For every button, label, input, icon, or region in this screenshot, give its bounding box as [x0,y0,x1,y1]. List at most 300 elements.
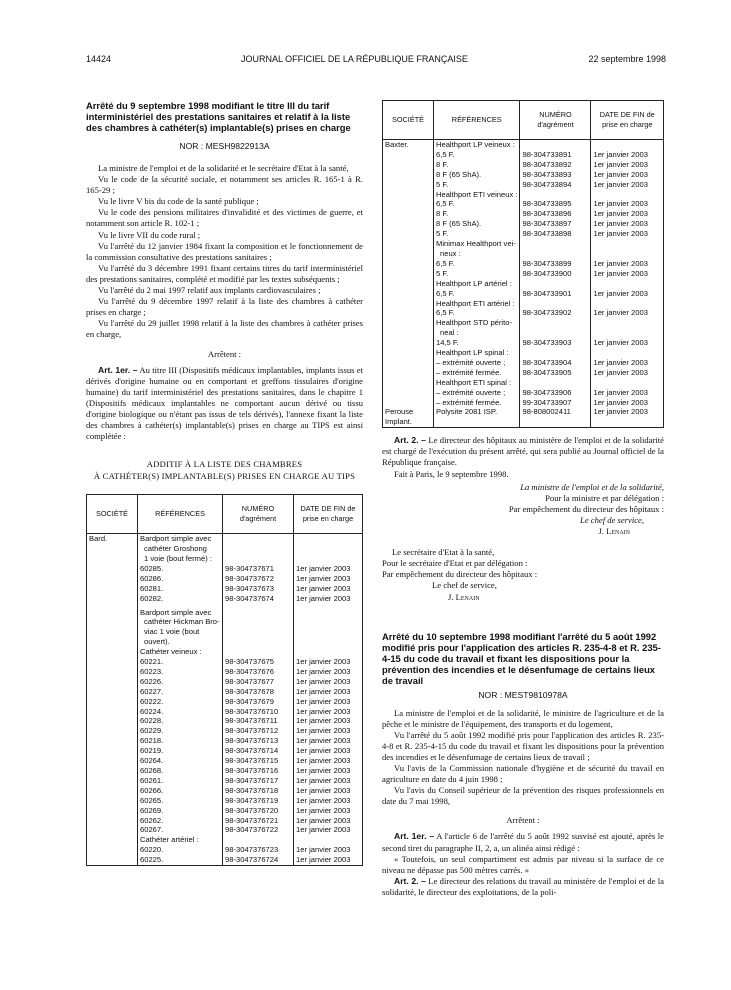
signature-block-2: Le secrétaire d'Etat à la santé, Pour le secrétaire d'Etat et par délégation : Par empêchement du directeur des hôpitaux : Le chef de service, J. Lenain [382,547,538,602]
cell-date [591,299,664,309]
cell-date: 1er janvier 2003 [591,209,664,219]
cell-date: 1er janvier 2003 [591,358,664,368]
table-row [87,554,363,564]
cell-reference: 8 F. [434,209,520,219]
cell-date: 1er janvier 2003 [294,796,363,806]
col-numero: NUMÉRO d'agrément [520,101,591,140]
table-row [87,544,363,554]
table-row [383,318,664,328]
cell-date: 1er janvier 2003 [294,697,363,707]
cell-numero: 98-304733904 [520,358,591,368]
cell-reference: 60266. [138,786,223,796]
cell-societe [87,786,138,796]
cell-numero: 98-304737676 [223,667,294,677]
table-row [383,407,664,417]
preamble-paragraph: Vu l'arrêté du 9 décembre 1997 relatif à la liste des chambres à cathéter prises en charge ; [86,296,363,318]
table-row [383,150,664,160]
table-row [87,617,363,627]
table-row [87,667,363,677]
col-references: RÉFÉRENCES [434,101,520,140]
cell-date [294,534,363,544]
cell-reference: 60224. [138,707,223,717]
cell-date [591,249,664,259]
preamble-paragraph: Vu l'arrêté du 2 mai 1997 relatif aux implants cardiovasculaires ; [98,285,321,296]
cell-societe [87,716,138,726]
cell-numero [223,534,294,544]
cell-date: 1er janvier 2003 [294,677,363,687]
table-row [87,637,363,647]
decree-2-article-2: Art. 2. – Le directeur des relations du travail au ministère de l'emploi et de la solidarité, le directeur des exploitations, de la poli- [382,875,664,897]
table-row [87,726,363,736]
table-row [383,170,664,180]
cell-reference: Bardport simple avec [138,608,223,618]
cell-numero [223,554,294,564]
cell-reference: 60218. [138,736,223,746]
cell-societe [87,617,138,627]
table-row [383,328,664,338]
cell-societe [87,825,138,835]
cell-numero: 98-3047376711 [223,716,294,726]
cell-numero: 98-304733901 [520,289,591,299]
cell-numero [520,328,591,338]
cell-reference: 60268. [138,766,223,776]
cell-reference: 60265. [138,796,223,806]
cell-reference: Healthport STD périto- [434,318,520,328]
cell-reference: Cathéter artériel : [138,835,223,845]
cell-date: 1er janvier 2003 [294,766,363,776]
cell-societe [383,299,434,309]
cell-reference: 14,5 F. [434,338,520,348]
cell-date: 1er janvier 2003 [591,229,664,239]
cell-numero: 98-304737671 [223,564,294,574]
preamble-paragraph: Vu l'arrêté du 5 août 1992 modifié pris pour l'application des articles R. 235-4-8 et R. 235-4-15 du code du travail et fixant les dispositions pour la prévention des incendies et le désenfumage de certains lieux de travail ; [382,729,664,762]
cell-date [591,378,664,388]
preamble-paragraph: Vu le code des pensions militaires d'invalidité et des victimes de guerre, et notamment son article R. 102-1 ; [86,207,363,229]
cell-numero: 98-3047376716 [223,766,294,776]
cell-reference: 6,5 F. [434,308,520,318]
cell-reference: 60285. [138,564,223,574]
cell-societe [383,199,434,209]
cell-societe [87,608,138,618]
cell-societe [383,308,434,318]
table-row [383,398,664,408]
decree-1-article-2: Art. 2. – Le directeur des hôpitaux au ministère de l'emploi et de la solidarité est chargé de l'exécution du présent arrêté, qui sera publié au Journal officiel de la République française. [382,435,664,468]
cell-societe [87,766,138,776]
cell-date: 1er janvier 2003 [294,776,363,786]
page-number: 14424 [86,54,112,64]
cell-numero: 98-304733906 [520,388,591,398]
table-row [383,219,664,229]
cell-date: 1er janvier 2003 [294,716,363,726]
cell-date [591,348,664,358]
cell-reference: 60219. [138,746,223,756]
table-row [87,574,363,584]
cell-date: 1er janvier 2003 [591,180,664,190]
cell-date: 1er janvier 2003 [294,746,363,756]
cell-date: 1er janvier 2003 [294,845,363,855]
cell-reference: Minimax Healthport vei- [434,239,520,249]
cell-reference: 1 voie (bout fermé) : [138,554,223,564]
cell-societe [383,249,434,259]
cell-societe [87,835,138,845]
addition-table-right [382,100,664,428]
cell-numero [520,249,591,259]
table-row [87,746,363,756]
decree-1-preamble [86,163,363,341]
preamble-paragraph: Vu l'arrêté du 12 janvier 1984 fixant la composition et le fonctionnement de la commission consultative des prestations sanitaires ; [86,240,363,262]
cell-date: 1er janvier 2003 [591,368,664,378]
cell-date [294,608,363,618]
cell-date: 1er janvier 2003 [294,594,363,604]
cell-numero [520,190,591,200]
cell-societe [87,677,138,687]
issue-date: 22 septembre 1998 [588,54,666,64]
cell-date: 1er janvier 2003 [294,574,363,584]
cell-numero: 98-3047376718 [223,786,294,796]
cell-societe [87,855,138,865]
table-row [87,816,363,826]
cell-date: 1er janvier 2003 [294,584,363,594]
cell-reference: Healthport ETI veineux : [434,190,520,200]
table-row [87,796,363,806]
table-row [383,289,664,299]
cell-date: 1er janvier 2003 [294,786,363,796]
cell-numero: 98-304733892 [520,160,591,170]
cell-reference: neux : [434,249,520,259]
cell-societe [383,318,434,328]
cell-societe [87,697,138,707]
cell-reference: 8 F. [434,160,520,170]
table-row [383,417,664,427]
cell-reference: neal : [434,328,520,338]
cell-date: 1er janvier 2003 [591,407,664,417]
table-row [383,140,664,150]
cell-numero: 98-304737673 [223,584,294,594]
table-row [87,584,363,594]
cell-numero: 98-3047376724 [223,855,294,865]
cell-reference: 60221. [138,657,223,667]
cell-numero: 98-3047376713 [223,736,294,746]
cell-societe [87,726,138,736]
cell-date: 1er janvier 2003 [294,855,363,865]
table-row [87,786,363,796]
decree-2-title: Arrêté du 10 septembre 1998 modifiant l'arrêté du 5 août 1992 modifié pris pour l'application des articles R. 235-4-8 et R. 235-4-15 du code du travail et fixant les dispositions pour la prévention des incendies et le désenfumage de certains lieux de travail [382,630,661,686]
cell-date [591,190,664,200]
cell-societe: Implant. [383,417,434,427]
cell-reference: 60267. [138,825,223,835]
cell-societe [87,687,138,697]
cell-date [591,318,664,328]
cell-numero: 98-304737674 [223,594,294,604]
cell-numero: 98-3047376722 [223,825,294,835]
cell-societe [87,746,138,756]
cell-numero: 98-304737679 [223,697,294,707]
col-date: DATE DE FIN de prise en charge [294,495,363,534]
cell-societe [87,544,138,554]
cell-societe [383,170,434,180]
cell-reference: 60262. [138,816,223,826]
table-row [383,388,664,398]
cell-date: 1er janvier 2003 [591,269,664,279]
cell-societe [383,328,434,338]
cell-numero: 98-808002411 [520,407,591,417]
cell-societe [383,190,434,200]
cell-reference: 6,5 F. [434,289,520,299]
cell-date [294,637,363,647]
cell-societe [87,657,138,667]
left-column [86,100,363,866]
cell-date: 1er janvier 2003 [294,756,363,766]
cell-societe [87,796,138,806]
cell-reference: 60227. [138,687,223,697]
cell-societe: Bard. [87,534,138,544]
cell-societe [87,816,138,826]
cell-date: 1er janvier 2003 [591,150,664,160]
table-row [383,160,664,170]
cell-reference: Healthport LP artériel : [434,279,520,289]
cell-societe [383,348,434,358]
preamble-paragraph: La ministre de l'emploi et de la solidarité et le secrétaire d'Etat à la santé, [98,163,349,173]
cell-numero: 98-3047376717 [223,776,294,786]
cell-reference: 5 F. [434,180,520,190]
cell-date [591,328,664,338]
cell-date [591,279,664,289]
preamble-paragraph: Vu l'arrêté du 29 juillet 1998 relatif à la liste des chambres à cathéter prises en charge, [86,318,363,340]
cell-numero: 98-3047376719 [223,796,294,806]
cell-reference: 60223. [138,667,223,677]
col-societe: SOCIÉTÉ [383,101,434,140]
cell-societe [87,574,138,584]
cell-numero [223,627,294,637]
table-row [87,736,363,746]
col-numero: NUMÉRO d'agrément [223,495,294,534]
right-column [382,100,664,898]
cell-reference: 60282. [138,594,223,604]
page-header [86,54,666,68]
cell-reference: 8 F (65 ShA). [434,219,520,229]
cell-reference: 60222. [138,697,223,707]
cell-societe [87,756,138,766]
cell-societe [87,564,138,574]
preamble-paragraph: Vu l'avis de la Commission nationale d'hygiène et de sécurité du travail en agriculture en date du 4 juin 1998 ; [382,763,664,785]
decree-2-article-1: Art. 1er. – A l'article 6 de l'arrêté du 5 août 1992 susvisé est ajouté, après le second tiret du paragraphe II, 2, a, un alinéa ainsi rédigé : [382,831,664,853]
preamble-paragraph: Vu le code de la sécurité sociale, et notamment ses articles R. 165-1 à R. 165-29 ; [86,174,363,196]
cell-reference: Healthport ETI spinal : [434,378,520,388]
table-row [87,697,363,707]
table-row [87,845,363,855]
table-row [383,269,664,279]
table-row [87,835,363,845]
cell-date [294,627,363,637]
cell-societe [87,736,138,746]
table-row [87,825,363,835]
cell-date [294,554,363,564]
cell-numero: 98-304733898 [520,229,591,239]
cell-reference: 60220. [138,845,223,855]
cell-date: 1er janvier 2003 [294,657,363,667]
table-row [383,229,664,239]
cell-numero: 98-304733894 [520,180,591,190]
cell-societe [383,358,434,368]
cell-numero: 98-304737677 [223,677,294,687]
cell-date [294,617,363,627]
preamble-paragraph: Vu l'arrêté du 3 décembre 1991 fixant certains titres du tarif interministériel des prestations sanitaires, complété et modifié par les textes subséquents ; [86,262,363,284]
cell-date: 1er janvier 2003 [591,199,664,209]
cell-reference: 5 F. [434,229,520,239]
cell-reference: 60281. [138,584,223,594]
cell-reference: 6,5 F. [434,150,520,160]
cell-societe [87,594,138,604]
cell-numero [520,318,591,328]
cell-numero: 98-3047376712 [223,726,294,736]
table-row [87,594,363,604]
cell-societe [383,209,434,219]
cell-numero [520,417,591,427]
cell-societe: Perouse [383,407,434,417]
table-row [383,259,664,269]
table-row [383,338,664,348]
cell-date: 1er janvier 2003 [294,825,363,835]
cell-reference: 60226. [138,677,223,687]
cell-societe [383,180,434,190]
cell-societe [87,845,138,855]
cell-numero: 98-304733903 [520,338,591,348]
cell-societe [87,707,138,717]
cell-numero: 98-304737675 [223,657,294,667]
table-row [383,378,664,388]
table-row [383,239,664,249]
decree-2-preamble [382,708,664,808]
cell-reference: ouvert). [138,637,223,647]
cell-societe [87,584,138,594]
table-row [383,199,664,209]
cell-societe [383,398,434,408]
cell-reference: Polysite 2081 ISP. [434,407,520,417]
col-date: DATE DE FIN de prise en charge [591,101,664,140]
cell-date [591,140,664,150]
cell-reference: Bardport simple avec [138,534,223,544]
cell-numero [223,835,294,845]
cell-reference: 5 F. [434,269,520,279]
table-row [87,627,363,637]
cell-numero: 98-304733893 [520,170,591,180]
table-row [87,657,363,667]
signature-block-1: La ministre de l'emploi et de la solidarité, Pour la ministre et par délégation : Par empêchement du directeur des hôpitaux : Le chef de service, J. Lenain [508,481,664,537]
cell-reference: Healthport LP spinal : [434,348,520,358]
table-row [87,806,363,816]
cell-reference: cathéter Hickman Bro- [138,617,223,627]
cell-date: 1er janvier 2003 [591,338,664,348]
cell-numero [223,608,294,618]
cell-numero: 98-3047376723 [223,845,294,855]
cell-numero: 98-304737672 [223,574,294,584]
cell-societe [87,667,138,677]
cell-numero [520,299,591,309]
cell-date: 1er janvier 2003 [591,219,664,229]
cell-numero [520,348,591,358]
table-row [383,190,664,200]
cell-societe [383,338,434,348]
cell-societe [383,229,434,239]
cell-societe [87,554,138,564]
cell-numero [223,647,294,657]
cell-numero: 98-3047376710 [223,707,294,717]
table-row [87,716,363,726]
table-row [383,358,664,368]
cell-numero: 98-304733891 [520,150,591,160]
cell-date: 1er janvier 2003 [294,806,363,816]
preamble-paragraph: Vu l'avis du Conseil supérieur de la prévention des risques professionnels en date du 7 mai 1998, [382,785,664,807]
table-row [87,687,363,697]
cell-reference: – extrémité ouverte ; [434,388,520,398]
cell-societe [383,239,434,249]
cell-reference: Healthport ETI artériel : [434,299,520,309]
table-row [87,756,363,766]
cell-date: 1er janvier 2003 [294,687,363,697]
col-references: RÉFÉRENCES [138,495,223,534]
cell-societe [383,259,434,269]
cell-societe [383,279,434,289]
cell-numero [520,378,591,388]
cell-reference: – extrémité fermée. [434,398,520,408]
table-row [383,308,664,318]
cell-societe [383,160,434,170]
table-row [87,564,363,574]
cell-reference: 6,5 F. [434,199,520,209]
cell-reference: cathéter Groshong [138,544,223,554]
table-row [87,608,363,618]
addition-title: ADDITIF À LA LISTE DES CHAMBRES À CATHÉTER(S) IMPLANTABLE(S) PRISES EN CHARGE AU TIPS [93,459,356,482]
cell-date: 1er janvier 2003 [591,289,664,299]
cell-numero: 98-304733895 [520,199,591,209]
cell-reference [434,417,520,427]
cell-societe [383,219,434,229]
preamble-paragraph: La ministre de l'emploi et de la solidarité, le ministre de l'agriculture et de la pêche et le ministre de l'équipement, des transports et du logement, [382,707,664,729]
cell-date: 1er janvier 2003 [294,564,363,574]
cell-numero: 98-3047376721 [223,816,294,826]
cell-date [591,417,664,427]
cell-numero [223,637,294,647]
cell-date [294,544,363,554]
table-row [383,348,664,358]
cell-reference: – extrémité fermée. [434,368,520,378]
table-row [87,647,363,657]
cell-date: 1er janvier 2003 [294,667,363,677]
table-row [383,209,664,219]
cell-date [294,647,363,657]
cell-societe [383,150,434,160]
cell-date: 1er janvier 2003 [294,726,363,736]
cell-societe [383,388,434,398]
cell-numero: 98-304733902 [520,308,591,318]
cell-reference: 60228. [138,716,223,726]
cell-numero: 98-304733897 [520,219,591,229]
decree-1-nor: NOR : MESH9822913A [179,141,270,151]
cell-reference: – extrémité ouverte ; [434,358,520,368]
cell-reference: 6,5 F. [434,259,520,269]
cell-numero: 98-3047376715 [223,756,294,766]
cell-date: 1er janvier 2003 [591,398,664,408]
cell-societe [87,647,138,657]
cell-numero: 98-304733896 [520,209,591,219]
cell-numero: 99-304733907 [520,398,591,408]
table-row [383,249,664,259]
cell-reference: Healthport LP veineux : [434,140,520,150]
table-row [383,279,664,289]
cell-reference: 60264. [138,756,223,766]
cell-numero: 98-304733900 [520,269,591,279]
table-row [87,707,363,717]
